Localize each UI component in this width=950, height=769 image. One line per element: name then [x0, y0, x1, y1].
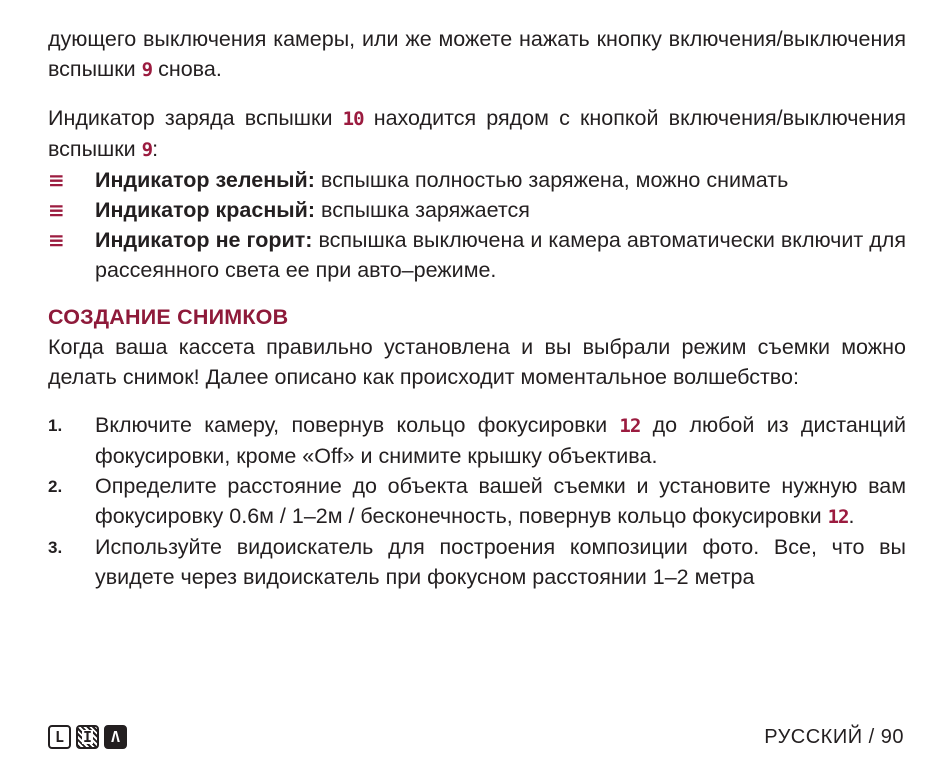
logo-letter: Λ	[110, 728, 121, 746]
item-term: Индикатор красный:	[95, 198, 316, 222]
item-term: Индикатор не горит:	[95, 228, 313, 252]
page-content	[48, 24, 906, 592]
text-run: снова.	[152, 57, 222, 81]
text-run: до любой из дистанций фокусировки, кроме «Off» и снимите крышку объектива.	[95, 413, 906, 468]
bullet-icon: ≡	[48, 228, 65, 252]
part-number: 9	[141, 139, 153, 161]
text-run: находится рядом с кнопкой включения/выключения вспышки	[48, 106, 906, 161]
logo-letter: I	[82, 728, 93, 746]
list-item	[48, 225, 906, 285]
step-item	[48, 532, 906, 592]
text-run: Используйте видоискатель для построения композиции фото. Все, что вы увидете через видоискатель при фокусном расстоянии 1–2 метра	[95, 535, 906, 589]
page-number-label: РУССКИЙ / 90	[764, 725, 904, 748]
logo-letter: L	[54, 728, 65, 746]
part-number: 12	[827, 506, 849, 528]
text-run: :	[152, 137, 159, 161]
step-number: 1.	[48, 416, 63, 435]
part-number: 10	[342, 108, 364, 130]
text-run: Включите камеру, повернув кольцо фокусировки	[95, 413, 620, 437]
intro-paragraph-2	[48, 103, 906, 165]
bullet-icon: ≡	[48, 198, 65, 222]
list-item	[48, 195, 906, 225]
section-heading: СОЗДАНИЕ СНИМКОВ	[48, 305, 289, 329]
text-run: дующего выключения камеры, или же можете нажать кнопку включения/выключения вспышки	[48, 27, 906, 81]
bullet-icon: ≡	[48, 168, 65, 192]
step-number: 2.	[48, 477, 63, 496]
text-run: .	[848, 504, 855, 528]
intro-paragraph-1	[48, 24, 906, 85]
logo-l-icon	[48, 725, 71, 749]
item-text: вспышка выключена и камера автоматически включит для рассеянного света ее при авто–режиме.	[95, 228, 906, 282]
section-intro: Когда ваша кассета правильно установлена и вы выбрали режим съемки можно делать снимок! Далее описано как происходит моментальное волшебство:	[48, 335, 906, 389]
step-item	[48, 471, 906, 532]
item-term: Индикатор зеленый:	[95, 168, 315, 192]
text-run: Индикатор заряда вспышки	[48, 106, 343, 130]
list-item	[48, 165, 906, 195]
text-run: Определите расстояние до объекта вашей съемки и установите нужную вам фокусировку 0.6м / 1–2м / бесконечность, повернув кольцо фокусировки	[95, 474, 906, 528]
part-number: 12	[619, 415, 641, 437]
part-number: 9	[141, 59, 153, 81]
page-footer	[48, 721, 904, 753]
item-text: вспышка полностью заряжена, можно снимать	[314, 168, 789, 192]
step-item	[48, 410, 906, 471]
indicator-list	[48, 165, 906, 285]
item-text: вспышка заряжается	[315, 198, 530, 222]
logo-i-icon	[76, 725, 99, 749]
steps-list	[48, 410, 906, 592]
logo-lambda-icon	[104, 725, 127, 749]
brand-logo	[48, 725, 127, 749]
step-number: 3.	[48, 538, 63, 557]
